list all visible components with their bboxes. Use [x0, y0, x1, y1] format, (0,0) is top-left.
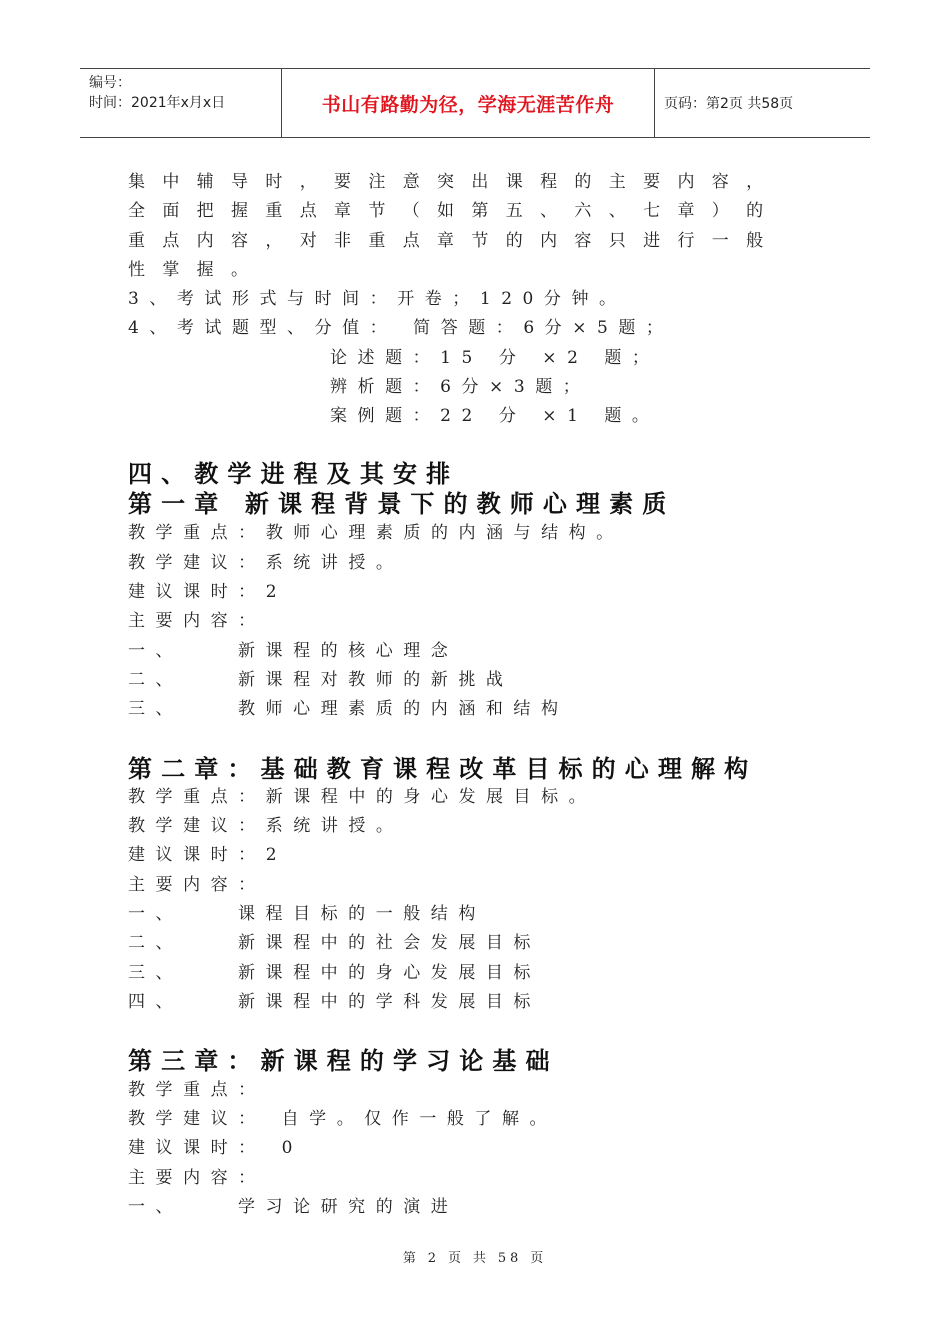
item-text: 课程目标的一般结构 — [238, 904, 486, 924]
content-item — [128, 698, 568, 720]
item-number: 二、 — [128, 933, 184, 953]
item-text: 新课程中的学科发展目标 — [238, 992, 541, 1012]
item-number: 四、 — [128, 992, 184, 1012]
item-number: 一、 — [128, 641, 184, 661]
question-type: 辨析题：6分×3题； — [330, 377, 591, 397]
teaching-advice: 教学建议：系统讲授。 — [128, 553, 404, 573]
header-page-number: 页码：第2页 共58页 — [664, 96, 794, 112]
content-item — [128, 991, 541, 1013]
content-item — [128, 932, 541, 954]
teaching-focus: 教学重点： — [128, 1080, 266, 1100]
item-text: 新课程的核心理念 — [238, 641, 459, 661]
item-number: 三、 — [128, 699, 184, 719]
item-text: 教师心理素质的内涵和结构 — [238, 699, 569, 719]
page-header — [80, 68, 870, 138]
teaching-hours: 建议课时： 0 — [128, 1138, 303, 1158]
item-number: 二、 — [128, 670, 184, 690]
intro-line: 全面把握重点章节（如第五、六、七章）的 — [128, 201, 781, 221]
header-motto: 书山有路勤为径，学海无涯苦作舟 — [282, 69, 655, 137]
item-text: 新课程中的社会发展目标 — [238, 933, 541, 953]
teaching-focus: 教学重点：新课程中的身心发展目标。 — [128, 787, 597, 807]
content-item — [128, 903, 486, 925]
section-title: 四、教学进程及其安排 — [128, 459, 460, 488]
number-label: 编号： — [89, 75, 131, 91]
intro-line: 重点内容，对非重点章节的内容只进行一般 — [128, 231, 781, 251]
content-item — [128, 1196, 458, 1218]
page-footer: 第 2 页 共 58 页 — [402, 1251, 548, 1266]
header-meta — [80, 69, 282, 137]
chapter-title: 第三章：新课程的学习论基础 — [128, 1046, 559, 1075]
teaching-hours: 建议课时：2 — [128, 582, 288, 602]
exam-type: 4、考试题型、分值： 简答题：6分×5题； — [128, 318, 674, 338]
intro-line: 集中辅导时，要注意突出课程的主要内容， — [128, 172, 781, 192]
exam-form: 3、考试形式与时间：开卷；120分钟。 — [128, 289, 627, 309]
item-text: 新课程中的身心发展目标 — [238, 963, 541, 983]
teaching-hours: 建议课时：2 — [128, 845, 288, 865]
item-number: 一、 — [128, 1197, 184, 1217]
item-text: 新课程对教师的新挑战 — [238, 670, 514, 690]
item-number: 一、 — [128, 904, 184, 924]
intro-line: 性掌握。 — [128, 260, 266, 280]
teaching-advice: 教学建议： 自学。仅作一般了解。 — [128, 1109, 558, 1129]
question-type: 论述题：15 分 ×2 题； — [330, 348, 660, 368]
item-number: 三、 — [128, 963, 184, 983]
teaching-advice: 教学建议：系统讲授。 — [128, 816, 404, 836]
content-label: 主要内容： — [128, 1168, 266, 1188]
question-type: 案例题：22 分 ×1 题。 — [330, 406, 660, 426]
chapter-title: 第一章 新课程背景下的教师心理素质 — [128, 489, 676, 518]
content-item — [128, 962, 541, 984]
time-label: 时间：2021年x月x日 — [89, 95, 226, 111]
content-label: 主要内容： — [128, 611, 266, 631]
item-text: 学习论研究的演进 — [238, 1197, 459, 1217]
content-item — [128, 640, 458, 662]
teaching-focus: 教学重点：教师心理素质的内涵与结构。 — [128, 523, 624, 543]
content-label: 主要内容： — [128, 875, 266, 895]
chapter-title: 第二章：基础教育课程改革目标的心理解构 — [128, 754, 758, 783]
content-item — [128, 669, 513, 691]
